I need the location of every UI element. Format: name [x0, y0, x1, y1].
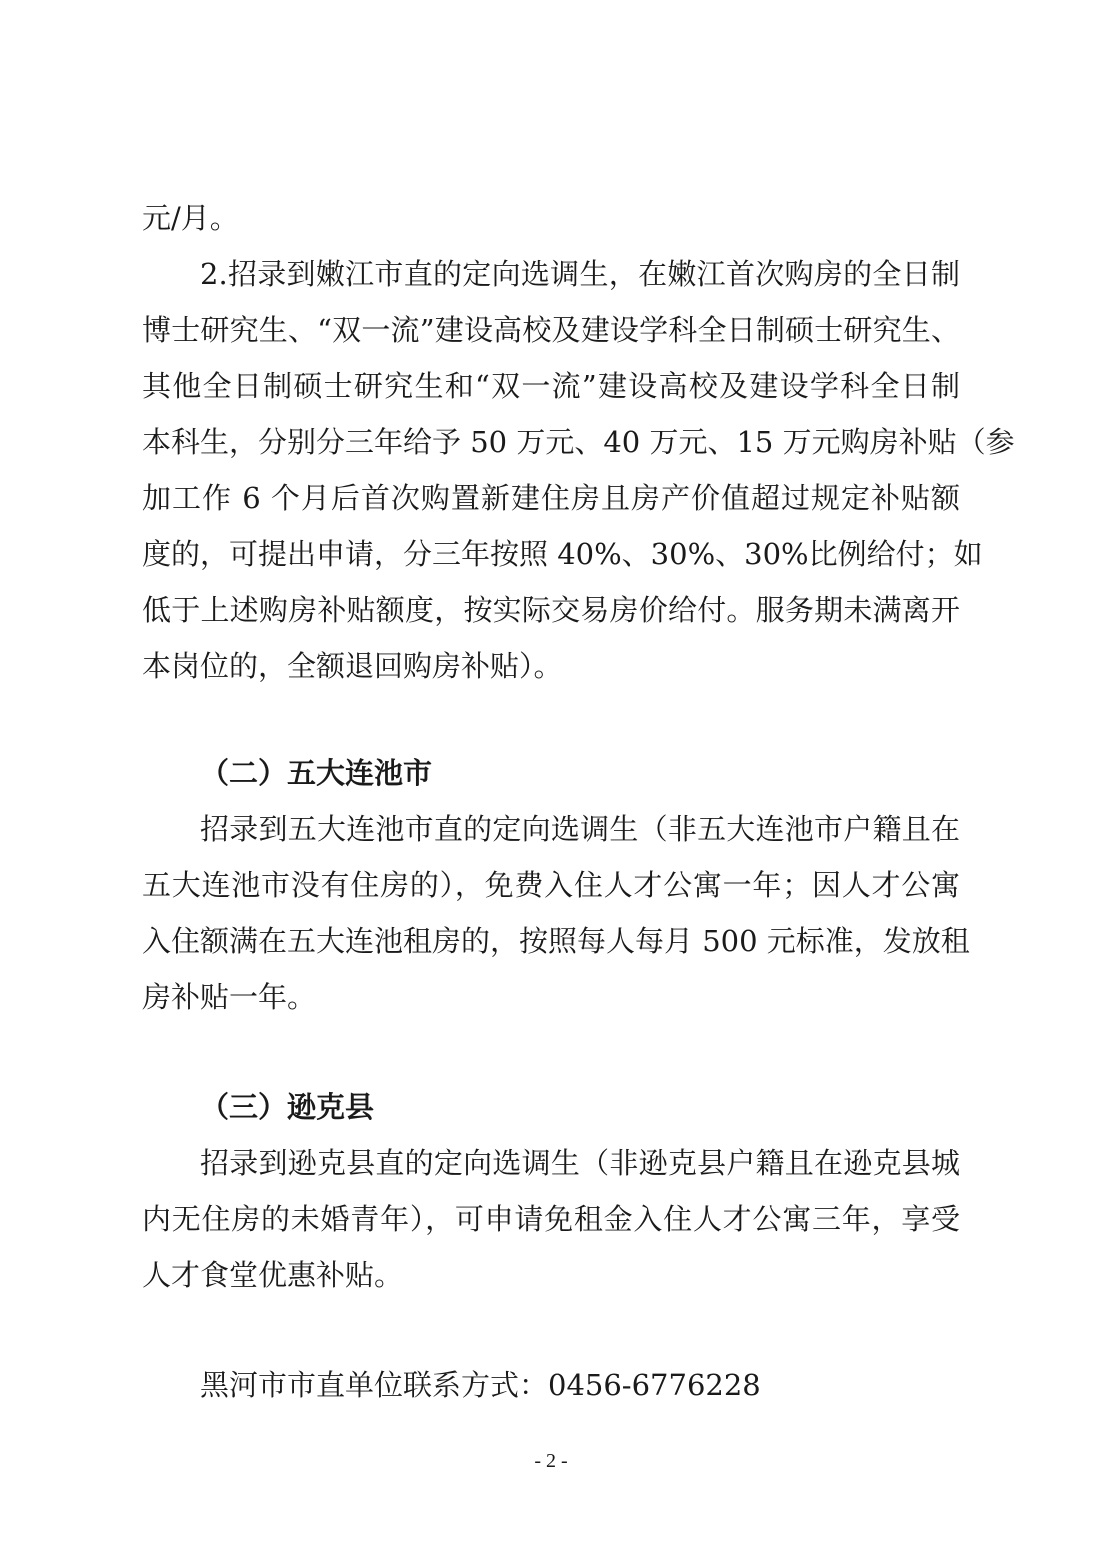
- contact-info: 黑河市市直单位联系方式：0456-6776228: [200, 1368, 761, 1402]
- paragraph-2-line-5: 加工作 6 个月后首次购置新建住房且房产价值超过规定补贴额: [142, 481, 960, 515]
- paragraph-2-line-4: 本科生，分别分三年给予 50 万元、40 万元、15 万元购房补贴（参: [142, 425, 1015, 459]
- paragraph-2-line-1: 2.招录到嫩江市直的定向选调生，在嫩江首次购房的全日制: [200, 257, 960, 291]
- paragraph-1-line-1: 元/月。: [142, 201, 239, 235]
- section-2-line-1: 招录到五大连池市直的定向选调生（非五大连池市户籍且在: [200, 812, 960, 846]
- page-number: - 2 -: [534, 1450, 568, 1472]
- section-3-heading: （三）逊克县: [200, 1090, 375, 1124]
- section-2-heading: （二）五大连池市: [200, 756, 433, 790]
- section-3-line-1: 招录到逊克县直的定向选调生（非逊克县户籍且在逊克县城: [200, 1146, 960, 1180]
- section-3-line-3: 人才食堂优惠补贴。: [142, 1258, 404, 1292]
- paragraph-2-line-3: 其他全日制硕士研究生和“双一流”建设高校及建设学科全日制: [142, 369, 960, 403]
- paragraph-2-line-7: 低于上述购房补贴额度，按实际交易房价给付。服务期未满离开: [142, 593, 960, 627]
- paragraph-2-line-2: 博士研究生、“双一流”建设高校及建设学科全日制硕士研究生、: [142, 313, 960, 347]
- paragraph-2-line-6: 度的，可提出申请，分三年按照 40%、30%、30%比例给付；如: [142, 537, 983, 571]
- section-3-line-2: 内无住房的未婚青年），可申请免租金入住人才公寓三年，享受: [142, 1202, 960, 1236]
- section-2-line-4: 房补贴一年。: [142, 980, 317, 1014]
- section-2-line-3: 入住额满在五大连池租房的，按照每人每月 500 元标准，发放租: [142, 924, 970, 958]
- paragraph-2-line-8: 本岗位的，全额退回购房补贴）。: [142, 649, 563, 683]
- section-2-line-2: 五大连池市没有住房的），免费入住人才公寓一年；因人才公寓: [142, 868, 960, 902]
